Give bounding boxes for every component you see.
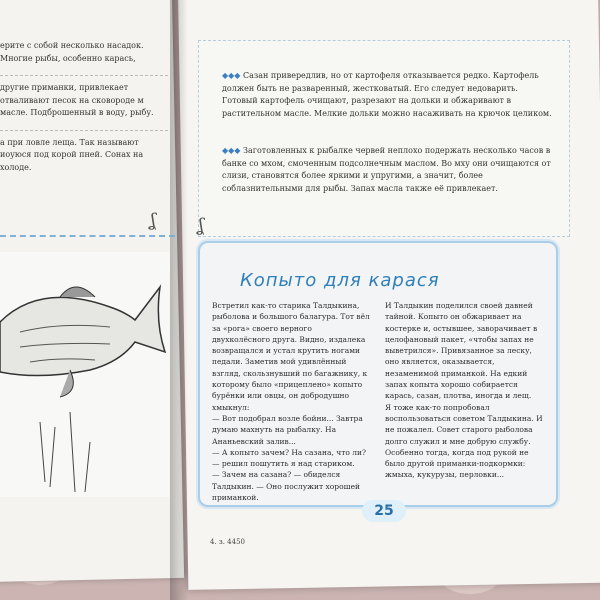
tip-text: Заготовленных к рыбалке червей неплохо подержать несколько часов в банке со мхом, смоченным подсолнечным маслом. Во мху они очищаются от слизи, становятся более яркими и упругими, а значит, более соблазнительными для рыбы. Запах масла также её привлекает. [222, 146, 551, 193]
tip-item [222, 145, 552, 195]
left-page-text [0, 40, 168, 184]
diamond-bullet-icon: ◆◆◆ [222, 71, 241, 80]
story-column-1: Встретил как-то старика Талдыкина, рыболова и большого балагура. Тот вёл за «рога» своего верного двухколёсного друга. Видно, издалека возвращался и устал крутить ногами педали. Заметив мой удивлённый взгляд, скользнувший по багажнику, к которому было «прицеплено» копыто бурёнки или овцы, он добродушно хмыкнул: — Вот подобрал возле бойни... Завтра думаю махнуть на рыбалку. На Ананьевский залив... — А копыто зачем? На сазана, что ли? — решил пошутить я над стариком. — Зачем на сазана? — обиделся Талдыкин. — Оно послужит хорошей приманкой. [212, 301, 370, 503]
wave-divider [0, 235, 175, 237]
left-paragraph: другие приманки, привлекает отваливают песок на сковороде м масле. Подброшенный в воду, рыбу. [0, 83, 154, 117]
print-footer: 4. з. 4450 [210, 538, 245, 546]
book-spine [170, 0, 188, 600]
left-paragraph: ерите с собой несколько насадок. Многие рыбы, особенно карась, [0, 41, 144, 63]
fish-hook-icon: ʆ [198, 215, 204, 236]
fish-illustration [0, 252, 170, 497]
tip-text: Сазан привередлив, но от картофеля отказывается редко. Картофель должен быть не разваренный, жестковатый. Его следует недоварить. Готовый картофель очищают, разрезают на дольки и обжаривают в растительном масле. Мелкие дольки можно насаживать на крючок целиком. [222, 71, 552, 118]
story-column-2: И Талдыкин поделился своей давней тайной. Копыто он обжаривает на костерке и, остывшее, заворачивает в целофановый пакет, «чтобы запах не выветрился». Привязанное за леску, оно является, оказывается, незаменимой приманкой. На едкий запах копыта хорошо собирается карась, сазан, плотва, иногда и лещ. Я тоже как-то попробовал воспользоваться советом Талдыкина. И не пожалел. Совет старого рыболова долго служил и мне добрую службу. Особенно тогда, когда под рукой не было другой приманки-подкормки: жмыха, кукурузы, перловки... [385, 301, 543, 480]
story-title: Копыто для карася [240, 270, 440, 291]
left-paragraph: а при ловле леща. Так называют иоуюся под корой пней. Сонах на холоде. [0, 137, 144, 172]
diamond-bullet-icon: ◆◆◆ [222, 146, 241, 155]
fish-hook-icon: ʆ [150, 210, 156, 231]
page-number: 25 [362, 500, 406, 522]
tip-item [222, 70, 552, 120]
carp-drawing-icon [0, 252, 170, 497]
